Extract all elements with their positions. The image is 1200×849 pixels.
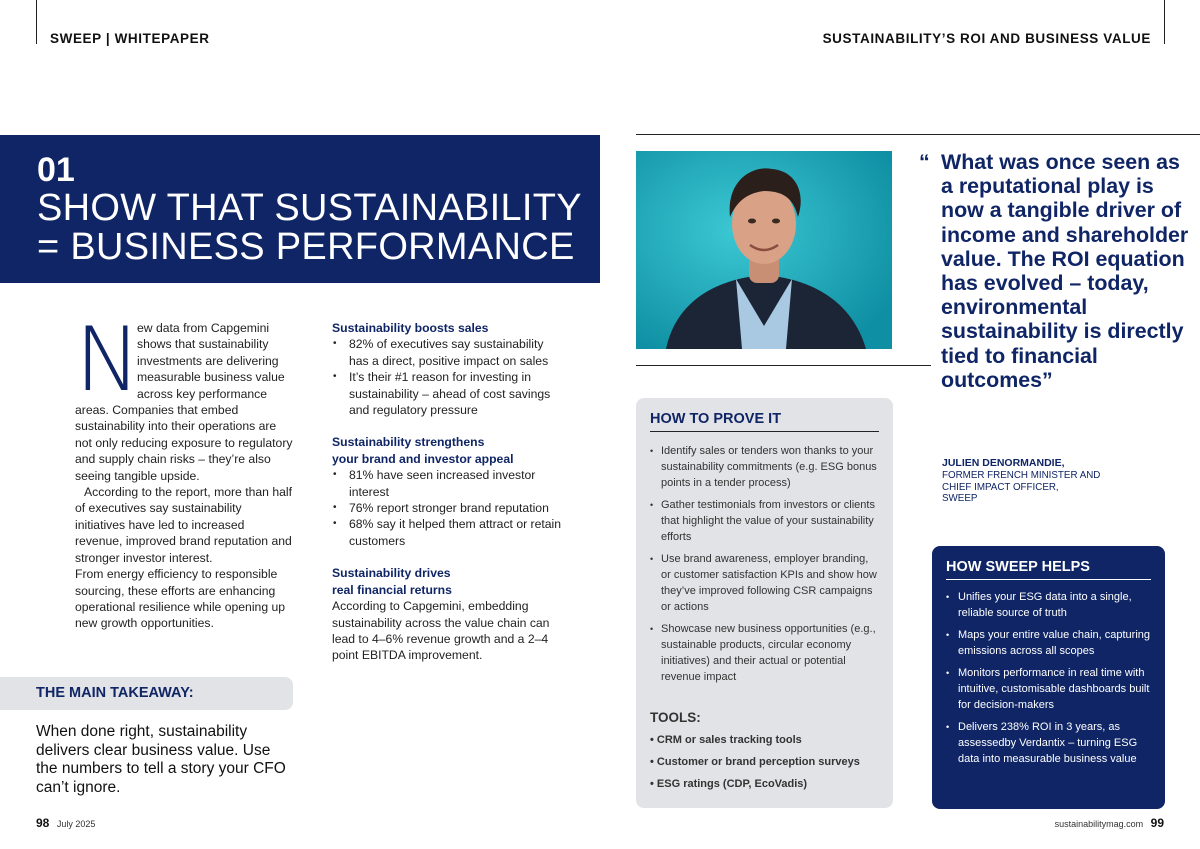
header-rule-right [1164, 0, 1165, 44]
section-banner [0, 135, 600, 283]
section-number: 01 [37, 151, 75, 189]
page-number-right: 99 [1150, 816, 1164, 830]
helps-item: • Delivers 238% ROI in 3 years, as assessedby Verdantix – turning ESG data into measurable business value [946, 719, 1151, 767]
helps-item: • Monitors performance in real time with intuitive, customisable dashboards built for decision-makers [946, 665, 1151, 713]
finding-bullet: • 76% report stronger brand reputation [332, 500, 562, 516]
intro-paragraph-2: According to the report, more than half of executives say sustainability initiatives have led to increased revenue, improved brand reputation and stronger investor interest. [75, 485, 292, 565]
footer-left [36, 816, 95, 830]
takeaway-label: THE MAIN TAKEAWAY: [0, 677, 293, 710]
intro-paragraph-1: ew data from Capgemini shows that sustainability investments are delivering measurable business value across key performance areas. Companies that embed sustainability into their operations are not only reducing exposure to regulatory and supply chain risks – they’re also seeing tangible upside. [75, 321, 293, 483]
header-rule-left [36, 0, 37, 44]
helps-title: HOW SWEEP HELPS [946, 559, 1151, 580]
quote-mark: “ [919, 150, 930, 174]
header-right: SUSTAINABILITY’S ROI AND BUSINESS VALUE [822, 31, 1151, 46]
attribution-role-line2: CHIEF IMPACT OFFICER, [942, 481, 1059, 493]
helps-item: • Unifies your ESG data into a single, reliable source of truth [946, 589, 1151, 621]
finding-heading-line1: Sustainability strengthens [332, 435, 485, 450]
header-left: SWEEP | WHITEPAPER [50, 31, 210, 46]
prove-item: • Use brand awareness, employer branding, or customer satisfaction KPIs and show how they’ve improved following CSR campaigns or actions [650, 551, 879, 615]
finding-returns [332, 565, 562, 663]
intro-column [75, 308, 295, 632]
finding-heading-line2: your brand and investor appeal [332, 451, 514, 466]
attribution-name: JULIEN DENORMANDIE, [942, 457, 1065, 469]
quote-text: What was once seen as a reputational play is now a tangible driver of income and shareholder value. The ROI equation has evolved – today, environmental sustainability is directly tied to financial outcomes” [941, 150, 1189, 392]
how-sweep-helps-box [932, 546, 1165, 809]
prove-title: HOW TO PROVE IT [650, 411, 879, 432]
quote-attribution [942, 458, 1100, 505]
prove-item: • Identify sales or tenders won thanks to your sustainability commitments (e.g. ESG bonus points in a tender process) [650, 443, 879, 491]
finding-brand [332, 434, 562, 549]
finding-heading-line2: real financial returns [332, 582, 452, 597]
section-title-line1: SHOW THAT SUSTAINABILITY [37, 187, 582, 229]
divider-mid [636, 365, 931, 366]
pull-quote [919, 150, 1190, 392]
attribution-role-line1: FORMER FRENCH MINISTER AND [942, 469, 1101, 481]
intro-paragraph-3: From energy efficiency to responsible sourcing, these efforts are enhancing operational resilience while opening up new growth opportunities. [75, 567, 286, 631]
tool-item: • CRM or sales tracking tools [650, 734, 802, 746]
footer-right [1055, 816, 1164, 830]
prove-item: • Showcase new business opportunities (e.g., sustainable products, circular economy initiatives) and their actual or potential revenue impact [650, 621, 879, 685]
finding-text: According to Capgemini, embedding sustainability across the value chain can lead to 4–6% revenue growth and a 2–4 point EBITDA improvement. [332, 599, 550, 663]
attribution-role-line3: SWEEP [942, 493, 978, 505]
helps-item: • Maps your entire value chain, capturing emissions across all scopes [946, 627, 1151, 659]
section-title-line2: = BUSINESS PERFORMANCE [37, 226, 575, 268]
takeaway-text: When done right, sustainability delivers clear business value. Use the numbers to tell a story your CFO can’t ignore. [36, 723, 286, 796]
tools-title: TOOLS: [650, 710, 701, 725]
footer-date: July 2025 [56, 819, 96, 829]
tool-item: • ESG ratings (CDP, EcoVadis) [650, 778, 808, 790]
finding-bullet: • It’s their #1 reason for investing in sustainability – ahead of cost savings and regulatory pressure [332, 369, 562, 418]
footer-site: sustainabilitymag.com [1054, 819, 1144, 829]
drop-cap: N [75, 308, 141, 411]
page-number-left: 98 [36, 816, 50, 830]
finding-heading-line1: Sustainability drives [332, 566, 451, 581]
finding-sales [332, 320, 562, 418]
finding-bullet: • 82% of executives say sustainability has a direct, positive impact on sales [332, 336, 562, 369]
tool-item: • Customer or brand perception surveys [650, 756, 860, 768]
portrait-illustration [636, 151, 892, 349]
portrait-photo [636, 151, 892, 349]
finding-bullet: • 81% have seen increased investor interest [332, 467, 562, 500]
finding-bullet: • 68% say it helped them attract or retain customers [332, 516, 562, 549]
finding-heading: Sustainability boosts sales [332, 321, 489, 335]
prove-item: • Gather testimonials from investors or clients that highlight the value of your sustainability efforts [650, 497, 879, 545]
divider-top [636, 134, 1200, 135]
how-to-prove-box [636, 398, 893, 808]
findings-column [332, 320, 562, 680]
